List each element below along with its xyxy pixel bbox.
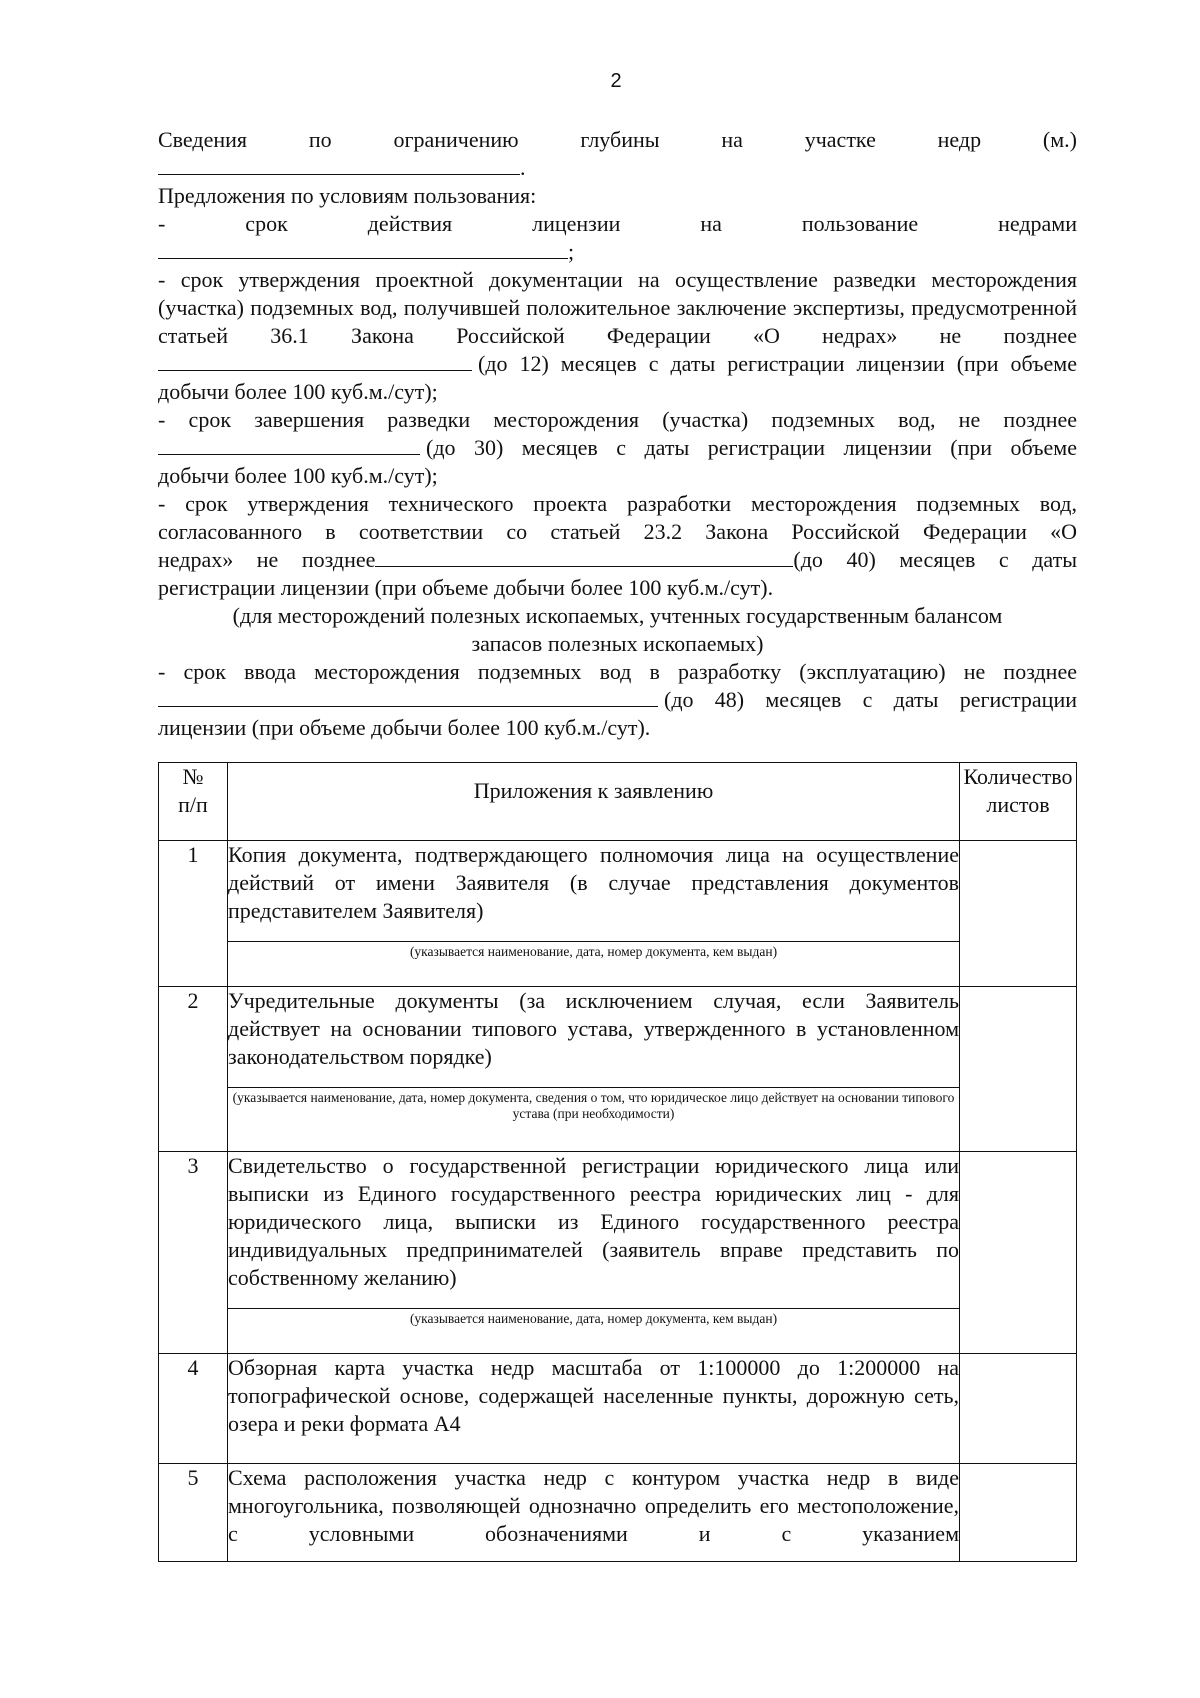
table-row <box>159 841 1077 987</box>
tech-project-deadline-label: недрах» не позднее <box>158 547 376 572</box>
depth-restriction-label: Сведения по ограничению глубины на участке недр (м.) <box>158 127 1077 152</box>
sheet-count-cell[interactable] <box>960 1354 1077 1464</box>
tech-project-volume-text: регистрации лицензии (при объеме добычи более 100 куб.м./сут). <box>158 575 774 600</box>
row-text: Свидетельство о государственной регистрации юридического лица или выписки из Единого государственного реестра юридических лиц - для юридического лица, выписки из Единого государственного реестра индивидуальных предпринимателей (заявитель вправе представить по собственному желанию) <box>228 1153 959 1290</box>
row-field-note: (указывается наименование, дата, номер документа, кем выдан) <box>228 941 959 960</box>
deposits-note-line-1: (для месторождений полезных ископаемых, учтенных государственным балансом <box>232 603 1003 628</box>
exploration-volume-text: добычи более 100 куб.м./сут); <box>158 463 438 488</box>
row-description <box>228 1354 960 1464</box>
row-number: 5 <box>159 1464 228 1562</box>
proposals-heading: Предложения по условиям пользования: <box>158 183 537 208</box>
exploration-blank-field[interactable] <box>158 434 420 455</box>
license-term-label: - срок действия лицензии на пользование недрами <box>158 211 1077 236</box>
sheet-count-cell[interactable] <box>960 987 1077 1152</box>
exploration-term-text: (до 30) месяцев с даты регистрации лицензии (при объеме <box>426 435 1077 460</box>
row-text: Схема расположения участка недр с контуром участка недр в виде многоугольника, позволяющей однозначно определить его местоположение, с условными обозначениями и с указанием <box>228 1465 959 1546</box>
sheet-count-cell[interactable] <box>960 1152 1077 1354</box>
design-docs-paragraph: - срок утверждения проектной документации на осуществление разведки месторождения (участка) подземных вод, получившей положительное заключение экспертизы, предусмотренной статьей 36.1 Закона Российской Федерации «О недрах» не позднее <box>158 267 1077 348</box>
row-text: Копия документа, подтверждающего полномочия лица на осуществление действий от имени Заявителя (в случае представления документов представителем Заявителя) <box>228 842 959 923</box>
header-sheet-count: Количество листов <box>960 763 1077 841</box>
table-row <box>159 1152 1077 1354</box>
row-description <box>228 987 960 1152</box>
design-docs-term-text: (до 12) месяцев с даты регистрации лицензии (при объеме <box>478 351 1077 376</box>
row-number: 1 <box>159 841 228 987</box>
license-term-blank-field[interactable] <box>158 238 568 259</box>
row-number: 4 <box>159 1354 228 1464</box>
row-description <box>228 1152 960 1354</box>
attachments-table <box>158 762 1077 1562</box>
table-header-row <box>159 763 1077 841</box>
row-description <box>228 1464 960 1562</box>
deposits-note-line-2: запасов полезных ископаемых) <box>471 631 764 656</box>
commissioning-text: - срок ввода месторождения подземных вод в разработку (эксплуатацию) не позднее <box>158 659 1077 684</box>
header-number-label: № п/п <box>178 764 208 817</box>
table-row <box>159 987 1077 1152</box>
table-row <box>159 1354 1077 1464</box>
row-number: 3 <box>159 1152 228 1354</box>
row-field-note: (указывается наименование, дата, номер документа, кем выдан) <box>228 1308 959 1327</box>
depth-blank-field[interactable] <box>158 154 520 175</box>
tech-project-paragraph: - срок утверждения технического проекта разработки месторождения подземных вод, согласованного в соответствии со статьей 23.2 Закона Российской Федерации «О <box>158 491 1077 544</box>
header-number <box>159 763 228 841</box>
header-attachments: Приложения к заявлению <box>228 763 960 841</box>
row-description <box>228 841 960 987</box>
design-docs-volume-text: добычи более 100 куб.м./сут); <box>158 379 438 404</box>
application-body-text: Сведения по ограничению глубины на участке недр (м.) . Предложения по условиям пользования: - срок действия лицензии на пользование недрами ; - срок утверждения проектной документации на осуществление разведки месторождения (участка) подземных вод, получившей положительное заключение экспертизы, предусмотренной статьей 36.1 Закона Российской Федерации «О недрах» не позднее (до 12) месяцев с даты регистрации лицензии (при объеме добычи более 100 куб.м./сут); - срок завершения разведки месторождения (участка) подземных вод, не позднее (до 30) месяцев с даты регистрации лицензии (при объеме добычи более 100 куб.м./сут); - срок утверждения технического проекта разработки месторождения подземных вод, согласованного в соответствии со статьей 23.2 Закона Российской Федерации «О недрах» не позднее (до 40) месяцев с даты регистрации лицензии (при объеме добычи более 100 куб.м./сут). (для месторождений полезных ископаемых, учтенных государственным балансом запасов полезных ископаемых) - срок ввода месторождения подземных вод в разработку (эксплуатацию) не позднее (до 48) месяцев с даты регистрации лицензии (при объеме добычи более 100 куб.м./сут). <box>158 127 1077 740</box>
row-number: 2 <box>159 987 228 1152</box>
row-text: Обзорная карта участка недр масштаба от 1:100000 до 1:200000 на топографической основе, содержащей населенные пункты, дорожную сеть, озера и реки формата А4 <box>228 1355 959 1436</box>
design-docs-blank-field[interactable] <box>158 350 472 371</box>
commissioning-blank-field[interactable] <box>158 686 658 707</box>
tech-project-term-text: (до 40) месяцев с даты <box>793 547 1077 572</box>
sheet-count-cell[interactable] <box>960 841 1077 987</box>
row-text: Учредительные документы (за исключением случая, если Заявитель действует на основании типового устава, утвержденного в установленном законодательством порядке) <box>228 988 959 1069</box>
exploration-completion-text: - срок завершения разведки месторождения (участка) подземных вод, не позднее <box>158 407 1077 432</box>
table-row <box>159 1464 1077 1562</box>
commissioning-term-text: (до 48) месяцев с даты регистрации <box>664 687 1077 712</box>
sheet-count-cell[interactable] <box>960 1464 1077 1562</box>
row-field-note: (указывается наименование, дата, номер документа, сведения о том, что юридическое лицо действует на основании типового устава (при необходимости) <box>228 1087 959 1122</box>
page-number: 2 <box>610 70 622 92</box>
tech-project-blank-field[interactable] <box>375 546 793 567</box>
commissioning-volume-text: лицензии (при объеме добычи более 100 куб.м./сут). <box>158 715 651 740</box>
